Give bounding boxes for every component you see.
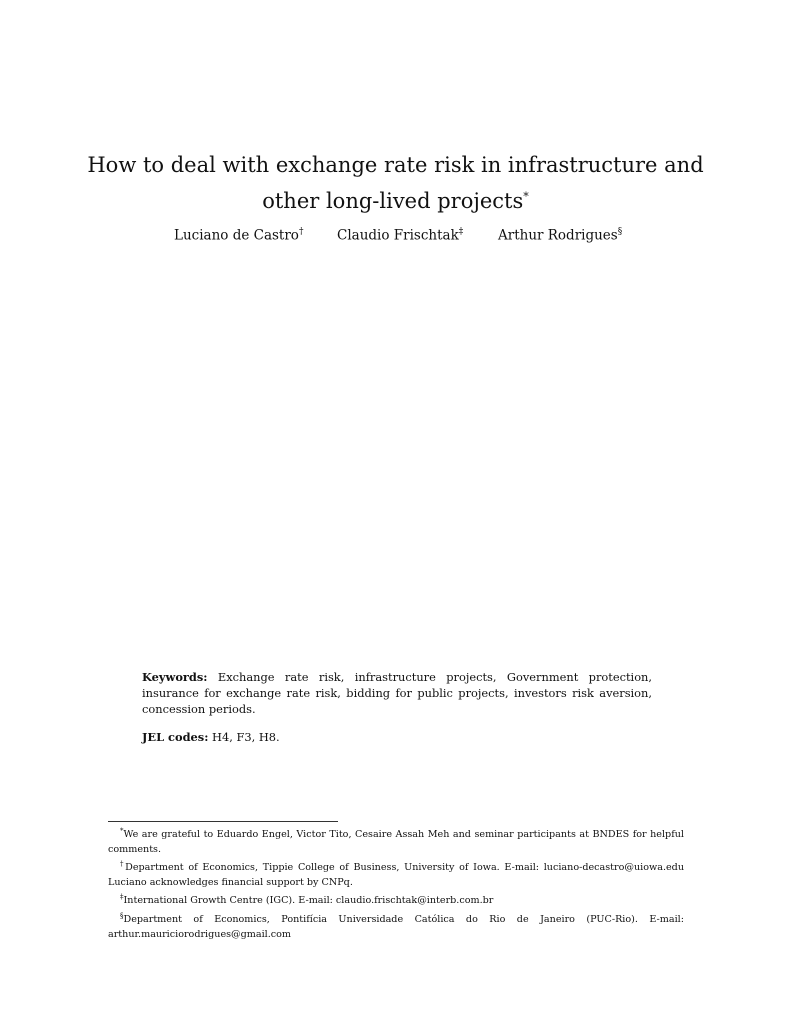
footnote-text: We are grateful to Eduardo Engel, Victor Tito, Cesaire Assah Meh and seminar participants at BNDES for helpful comments. — [108, 829, 684, 856]
footnote-3 — [108, 890, 684, 908]
author-de-castro — [174, 227, 303, 244]
title-line-1: How to deal with exchange rate risk in infrastructure and — [87, 153, 704, 177]
jel-label: JEL codes: — [142, 730, 209, 744]
footnotes — [108, 824, 684, 942]
footnote-mark: * — [120, 827, 124, 835]
author-name: Luciano de Castro — [174, 227, 299, 244]
paper-title — [80, 150, 711, 217]
title-footnote-mark: * — [523, 190, 529, 203]
title-line-2-text: other long-lived projects — [262, 189, 524, 213]
footnote-2 — [108, 857, 684, 890]
jel-codes — [142, 729, 280, 745]
author-name: Arthur Rodrigues — [498, 227, 618, 244]
footnote-mark: § — [120, 911, 124, 920]
keywords-paragraph — [142, 669, 652, 717]
footnote-text: Department of Economics, Pontifícia Universidade Católica do Rio de Janeiro (PUC-Rio). E-mail: — [123, 913, 684, 925]
footnote-1 — [108, 824, 684, 857]
author-frischtak — [337, 227, 463, 244]
footnote-mark: ‡ — [120, 893, 124, 902]
footnote-text: Department of Economics, Tippie College of Business, University of Iowa. E-mail: luciano-decastro@uiowa.edu Luciano acknowledges financial support by CNPq. — [108, 862, 684, 889]
footnote-mark: † — [120, 860, 126, 869]
jel-text: H4, F3, H8. — [212, 730, 280, 744]
footnote-text: International Growth Centre (IGC). E-mail: claudio.frischtak@interb.com.br — [123, 895, 494, 907]
keywords-label: Keywords: — [142, 670, 208, 684]
author-mark: § — [617, 227, 623, 237]
footnote-rule — [108, 821, 338, 822]
title-line-2 — [80, 181, 711, 217]
author-name: Claudio Frischtak — [337, 227, 459, 244]
footnote-4-email: arthur.mauriciorodrigues@gmail.com — [108, 928, 292, 940]
author-rodrigues — [498, 227, 622, 244]
author-mark: † — [298, 227, 304, 237]
author-mark: ‡ — [458, 227, 464, 237]
author-list — [0, 227, 791, 247]
footnote-4 — [108, 909, 684, 927]
keywords-text: Exchange rate risk, infrastructure projects, Government protection, insurance for exchange rate risk, bidding for public projects, investors risk aversion, concession periods. — [142, 670, 653, 716]
